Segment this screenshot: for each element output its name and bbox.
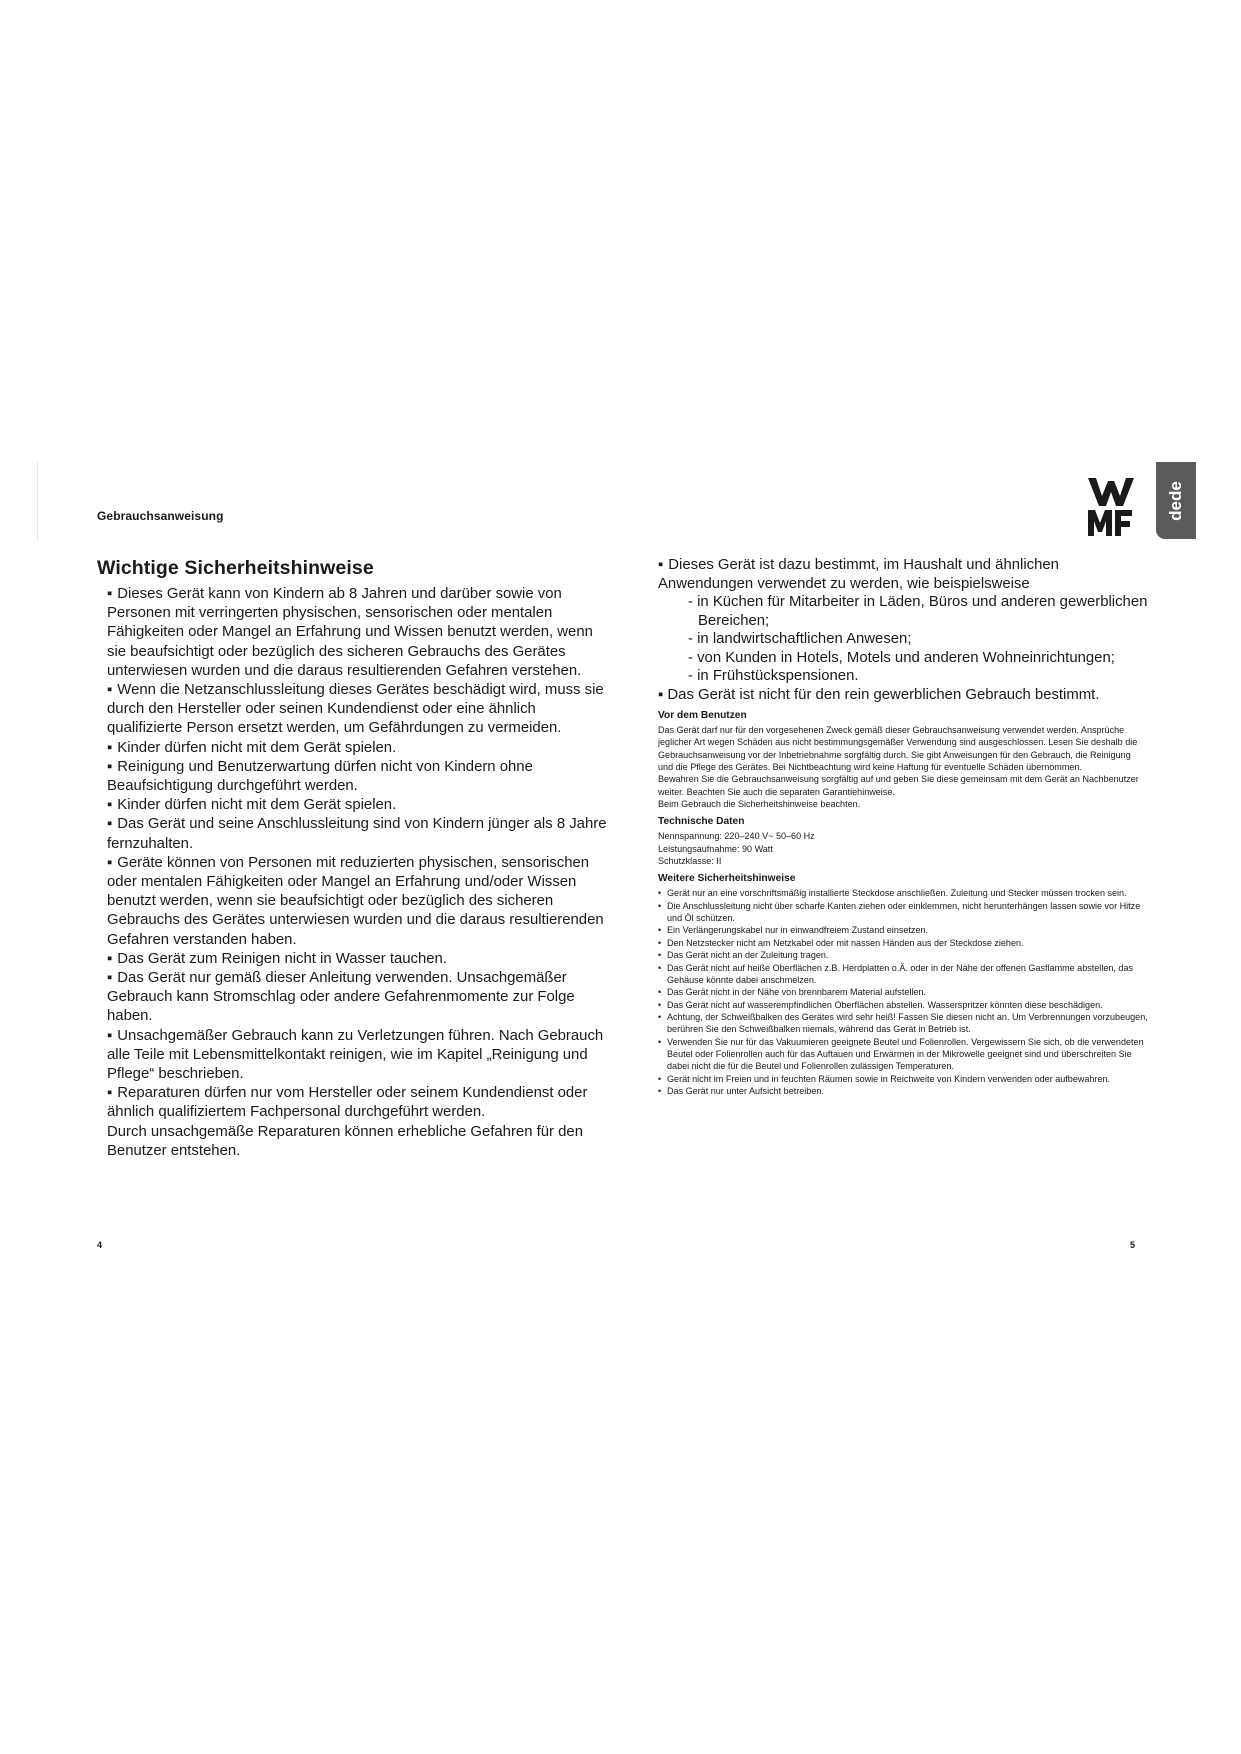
page-number-left: 4 xyxy=(97,1240,103,1250)
language-tab-label: dede xyxy=(1166,480,1185,521)
list-item: - in Frühstückspensionen. xyxy=(688,668,859,684)
usage-intro: ▪ Dieses Gerät ist dazu bestimmt, im Haushalt und ähnlichen Anwendungen verwendet zu werden, wie beispielsweise xyxy=(658,557,1059,592)
list-item: • Das Gerät nicht an der Zuleitung tragen. xyxy=(658,950,829,961)
vor-dem-benutzen-para: Das Gerät darf nur für den vorgesehenen Zweck gemäß dieser Gebrauchsanweisung verwendet werden. Ansprüche jeglicher Art wegen Schäden aus nicht bestimmungsgemäßer Verwendung sind ausgeschlossen. Lesen Sie deshalb die Gebrauchsanweisung vor der Inbetriebnahme sorgfältig durch. Sie gibt Anweisungen für den Gebrauch, die Reinigung und die Pflege des Gerätes. Bei Nichtbeachtung wird keine Haftung für eventuelle Schäden übernommen. xyxy=(658,725,1138,773)
list-item: • Verwenden Sie nur für das Vakuumieren geeignete Beutel und Folienrollen. Vergewissern Sie sich, ob die verwendeten Beutel oder Folienrollen auch für das Auftauen und Erwärmen in der Mikrowelle geeignet sind und überschreiten Sie dabei nicht die für die Beutel und Folienrollen zulässigen Temperaturen. xyxy=(658,1036,1144,1072)
vor-dem-benutzen-title: Vor dem Benutzen xyxy=(658,710,747,721)
list-item: • Das Gerät nicht in der Nähe von brennbarem Material aufstellen. xyxy=(658,987,926,998)
usage-sublist xyxy=(688,593,1148,686)
list-item: • Den Netzstecker nicht am Netzkabel oder mit nassen Händen aus der Steckdose ziehen. xyxy=(658,937,1024,948)
list-item: • Ein Verlängerungskabel nur in einwandfreiem Zustand einsetzen. xyxy=(658,925,929,936)
commercial-use-note: ▪ Das Gerät ist nicht für den rein gewerblichen Gebrauch bestimmt. xyxy=(658,686,1100,703)
list-item: ▪ Dieses Gerät kann von Kindern ab 8 Jahren und darüber sowie von Personen mit verringerten physischen, sensorischen oder mentalen Fähigkeiten oder Mangel an Erfahrung und Wissen benutzt werden, wenn sie beaufsichtigt oder bezüglich des sicheren Gebrauchs des Gerätes unterwiesen wurden und die daraus resultierenden Gefahren verstehen. xyxy=(107,586,593,679)
list-item: • Achtung, der Schweißbalken des Gerätes wird sehr heiß! Fassen Sie diesen nicht an. Um Verbrennungen vorzubeugen, berühren Sie den Schweißbalken niemals, während das Gerät in Betrieb ist. xyxy=(658,1011,1148,1035)
weitere-title: Weitere Sicherheitshinweise xyxy=(658,873,796,885)
list-item: ▪ Reparaturen dürfen nur vom Hersteller oder seinem Kundendienst oder ähnlich qualifiziertem Fachpersonal durchgeführt werden. xyxy=(107,1085,588,1121)
list-item: • Das Gerät nur unter Aufsicht betreiben. xyxy=(658,1085,824,1096)
technische-daten-title: Technische Daten xyxy=(658,816,745,828)
right-column xyxy=(658,556,1148,1097)
list-item: ▪ Kinder dürfen nicht mit dem Gerät spielen. xyxy=(107,797,397,814)
header-label: Gebrauchsanweisung xyxy=(97,509,224,523)
vor-dem-benutzen-para: Beim Gebrauch die Sicherheitshinweise beachten. xyxy=(658,799,861,810)
list-item: • Die Anschlussleitung nicht über scharfe Kanten ziehen oder einklemmen, nicht herunterhängen lassen sowie vor Hitze und Öl schützen. xyxy=(658,900,1141,924)
vor-dem-benutzen-para: Bewahren Sie die Gebrauchsanweisung sorgfältig auf und geben Sie diese gemeinsam mit dem Gerät an Nachbenutzer weiter. Beachten Sie auch die separaten Garantiehinweise. xyxy=(658,774,1139,797)
list-item: - in landwirtschaftlichen Anwesen; xyxy=(688,631,912,647)
language-tab[interactable] xyxy=(1156,462,1196,539)
list-item: ▪ Das Gerät und seine Anschlussleitung sind von Kindern jünger als 8 Jahre fernzuhalten. xyxy=(107,816,607,852)
weitere-list xyxy=(658,887,1148,1097)
list-item: ▪ Das Gerät nur gemäß dieser Anleitung verwenden. Unsachgemäßer Gebrauch kann Stromschlag oder andere Gefahrenmomente zur Folge haben. xyxy=(107,970,575,1025)
list-item: • Das Gerät nicht auf wasserempfindlichen Oberflächen abstellen. Wasserspritzer könnten diese beschädigen. xyxy=(658,999,1103,1010)
list-item: ▪ Reinigung und Benutzerwartung dürfen nicht von Kindern ohne Beaufsichtigung durchgeführt werden. xyxy=(107,758,533,795)
section-title: Wichtige Sicherheitshinweise xyxy=(97,557,374,579)
wmf-logo xyxy=(1088,478,1134,536)
list-item: ▪ Wenn die Netzanschlussleitung dieses Gerätes beschädigt wird, muss sie durch den Hersteller oder seinen Kundendienst oder eine ähnlich qualifizierte Person ersetzt werden, um Gefährdungen zu vermeiden. xyxy=(107,682,604,737)
list-item: • Das Gerät nicht auf heiße Oberflächen z.B. Herdplatten o.Ä. oder in der Nähe der offenen Gasflamme abstellen, das Gehäuse könnte dabei anschmelzen. xyxy=(658,962,1134,985)
list-item: - in Küchen für Mitarbeiter in Läden, Büros und anderen gewerblichen Bereichen; xyxy=(688,594,1148,629)
list-item: ▪ Das Gerät zum Reinigen nicht in Wasser tauchen. xyxy=(107,950,447,967)
list-item: ▪ Kinder dürfen nicht mit dem Gerät spielen. xyxy=(107,739,397,756)
safety-list xyxy=(107,585,607,1161)
spec-row: Nennspannung: 220–240 V~ 50–60 Hz xyxy=(658,831,815,842)
left-column xyxy=(97,557,607,1161)
list-item: • Gerät nur an eine vorschriftsmäßig installierte Steckdose anschließen. Zuleitung und Stecker müssen trocken sein. xyxy=(658,888,1127,899)
spec-row: Schutzklasse: II xyxy=(658,856,722,867)
closing-text: Durch unsachgemäße Reparaturen können erhebliche Gefahren für den Benutzer entstehen. xyxy=(107,1123,583,1159)
spec-row: Leistungsaufnahme: 90 Watt xyxy=(658,843,773,854)
list-item: ▪ Geräte können von Personen mit reduzierten physischen, sensorischen oder mentalen Fähigkeiten oder Mangel an Erfahrung und/oder Wissen benutzt werden, wenn sie beaufsichtigt oder bezüglich des sicheren Gebrauchs des Gerätes unterwiesen wurden und die daraus resultierenden Gefahren verstanden haben. xyxy=(107,854,604,948)
page-number-right: 5 xyxy=(1130,1240,1136,1250)
list-item: • Gerät nicht im Freien und in feuchten Räumen sowie in Reichweite von Kindern verwenden oder aufbewahren. xyxy=(658,1073,1111,1084)
list-item: - von Kunden in Hotels, Motels und anderen Wohneinrichtungen; xyxy=(688,649,1115,666)
list-item: ▪ Unsachgemäßer Gebrauch kann zu Verletzungen führen. Nach Gebrauch alle Teile mit Lebensmittelkontakt reinigen, wie im Kapitel „Reinigung und Pflege“ beschrieben. xyxy=(107,1027,604,1083)
page-edge-line xyxy=(37,462,38,542)
